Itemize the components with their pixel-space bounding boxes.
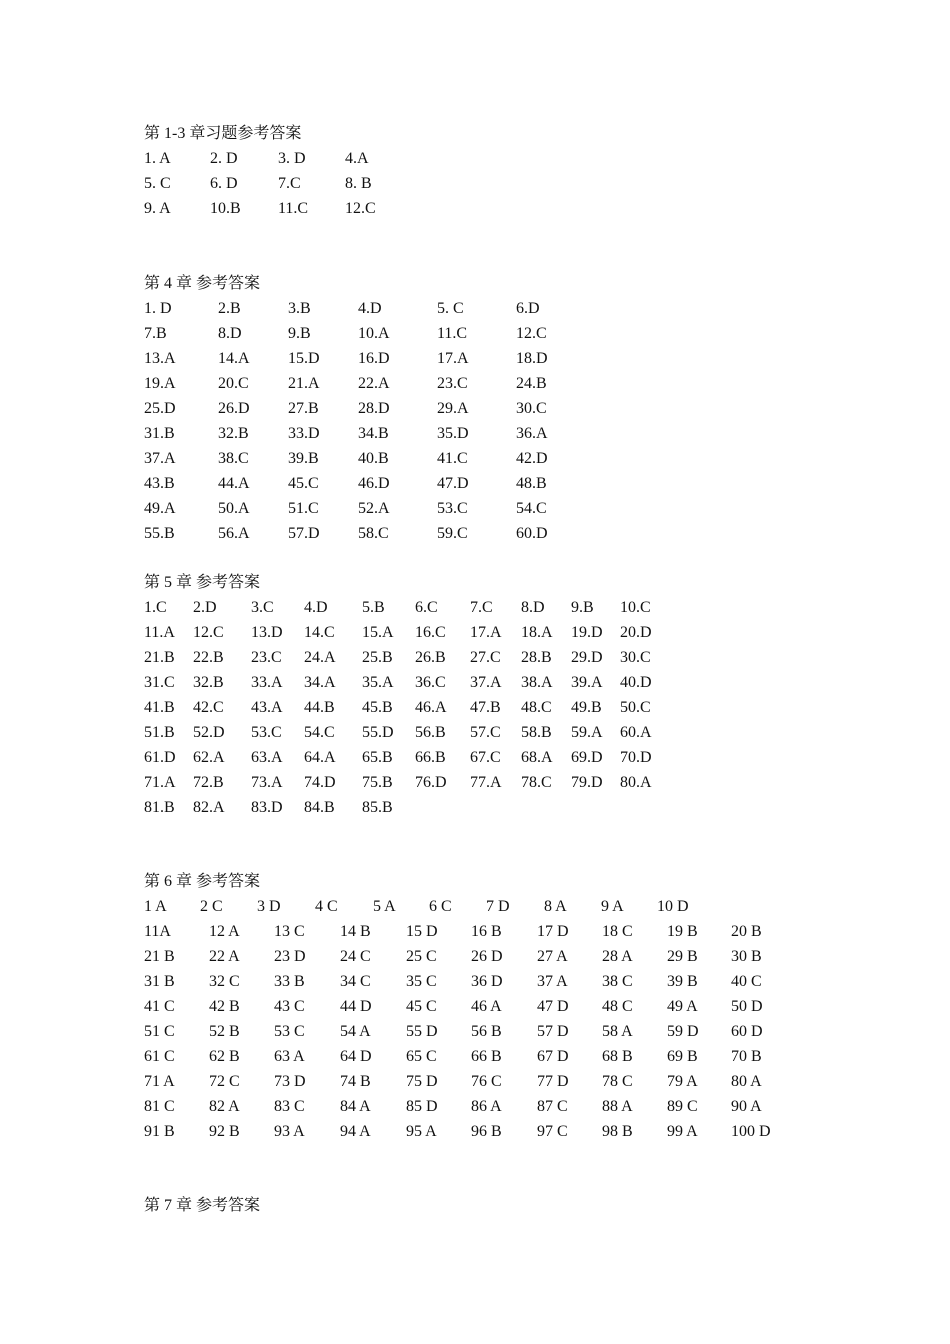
answer-cell: 39 B <box>667 973 698 990</box>
answer-cell: 29 B <box>667 948 698 965</box>
answer-cell: 44.B <box>304 699 335 716</box>
answer-cell: 68.A <box>521 749 553 766</box>
answer-cell: 53.C <box>251 724 282 741</box>
answer-cell: 69 B <box>667 1048 698 1065</box>
answer-cell: 10.B <box>210 200 241 217</box>
answer-cell: 52.D <box>193 724 225 741</box>
answer-cell: 10.C <box>620 599 651 616</box>
answer-cell: 28 A <box>602 948 633 965</box>
answer-cell: 56.A <box>218 525 250 542</box>
answer-cell: 24.A <box>304 649 336 666</box>
answer-cell: 32.B <box>193 674 224 691</box>
answer-cell: 36.A <box>516 425 548 442</box>
answer-cell: 13 C <box>274 923 305 940</box>
answer-cell: 64 D <box>340 1048 372 1065</box>
answer-cell: 22 A <box>209 948 240 965</box>
answer-cell: 65.B <box>362 749 393 766</box>
answer-cell: 23.C <box>251 649 282 666</box>
answer-cell: 22.A <box>358 375 390 392</box>
answer-cell: 6. D <box>210 175 238 192</box>
answer-cell: 15 D <box>406 923 438 940</box>
answer-cell: 93 A <box>274 1123 305 1140</box>
answer-cell: 2.B <box>218 300 241 317</box>
answer-cell: 57.C <box>470 724 501 741</box>
answer-cell: 9.B <box>288 325 311 342</box>
answer-cell: 55 D <box>406 1023 438 1040</box>
answer-cell: 74.D <box>304 774 336 791</box>
answer-cell: 60.A <box>620 724 652 741</box>
answer-cell: 82.A <box>193 799 225 816</box>
answer-cell: 34.B <box>358 425 389 442</box>
answer-cell: 11.C <box>278 200 309 217</box>
answer-cell: 17.A <box>437 350 469 367</box>
answer-cell: 78 C <box>602 1073 633 1090</box>
answer-cell: 49.B <box>571 699 602 716</box>
answer-cell: 30.C <box>620 649 651 666</box>
answer-cell: 35 C <box>406 973 437 990</box>
answer-cell: 13.A <box>144 350 176 367</box>
answer-cell: 42.C <box>193 699 224 716</box>
answer-cell: 29.D <box>571 649 603 666</box>
answer-cell: 27.B <box>288 400 319 417</box>
answer-cell: 1. D <box>144 300 172 317</box>
answer-cell: 55.B <box>144 525 175 542</box>
answer-cell: 53 C <box>274 1023 305 1040</box>
answer-cell: 46.A <box>415 699 447 716</box>
answer-cell: 66.B <box>415 749 446 766</box>
answer-cell: 53.C <box>437 500 468 517</box>
answer-cell: 76 C <box>471 1073 502 1090</box>
answer-cell: 3.B <box>288 300 311 317</box>
answer-cell: 40.D <box>620 674 652 691</box>
answer-cell: 5.B <box>362 599 385 616</box>
answer-cell: 18 C <box>602 923 633 940</box>
answer-cell: 47 D <box>537 998 569 1015</box>
answer-cell: 5 A <box>373 898 396 915</box>
answer-cell: 36 D <box>471 973 503 990</box>
answer-cell: 41.C <box>437 450 468 467</box>
answer-cell: 81 C <box>144 1098 175 1115</box>
answer-cell: 43.B <box>144 475 175 492</box>
answer-cell: 42.D <box>516 450 548 467</box>
answer-cell: 58 A <box>602 1023 633 1040</box>
answer-cell: 38.C <box>218 450 249 467</box>
answer-cell: 54 A <box>340 1023 371 1040</box>
answer-cell: 20.C <box>218 375 249 392</box>
answer-cell: 14.C <box>304 624 335 641</box>
answer-cell: 71.A <box>144 774 176 791</box>
answer-cell: 12 A <box>209 923 240 940</box>
answer-cell: 50.C <box>620 699 651 716</box>
answer-cell: 4 C <box>315 898 338 915</box>
answer-cell: 37.A <box>470 674 502 691</box>
answer-cell: 72.B <box>193 774 224 791</box>
answer-cell: 33.A <box>251 674 283 691</box>
answer-cell: 34 C <box>340 973 371 990</box>
answer-cell: 9 A <box>601 898 624 915</box>
answer-cell: 73 D <box>274 1073 306 1090</box>
answer-cell: 11.A <box>144 624 175 641</box>
answer-cell: 47.B <box>470 699 501 716</box>
answer-cell: 16.D <box>358 350 390 367</box>
answer-cell: 35.A <box>362 674 394 691</box>
answer-cell: 21.A <box>288 375 320 392</box>
answer-cell: 44 D <box>340 998 372 1015</box>
answer-cell: 67.C <box>470 749 501 766</box>
answer-cell: 58.B <box>521 724 552 741</box>
answer-cell: 23.C <box>437 375 468 392</box>
answer-cell: 99 A <box>667 1123 698 1140</box>
answer-cell: 9.B <box>571 599 594 616</box>
answer-cell: 64.A <box>304 749 336 766</box>
answer-cell: 85 D <box>406 1098 438 1115</box>
answer-cell: 26.D <box>218 400 250 417</box>
answer-cell: 86 A <box>471 1098 502 1115</box>
answer-cell: 10 D <box>657 898 689 915</box>
answer-cell: 16.C <box>415 624 446 641</box>
answer-cell: 36.C <box>415 674 446 691</box>
answer-cell: 19.A <box>144 375 176 392</box>
answer-cell: 84.B <box>304 799 335 816</box>
answer-cell: 41 C <box>144 998 175 1015</box>
answer-cell: 43 C <box>274 998 305 1015</box>
answer-cell: 27 A <box>537 948 568 965</box>
answer-cell: 91 B <box>144 1123 175 1140</box>
answer-cell: 6.D <box>516 300 540 317</box>
answer-cell: 47.D <box>437 475 469 492</box>
answer-cell: 67 D <box>537 1048 569 1065</box>
answer-cell: 52 B <box>209 1023 240 1040</box>
answer-cell: 32.B <box>218 425 249 442</box>
answer-cell: 31.C <box>144 674 175 691</box>
answer-cell: 90 A <box>731 1098 762 1115</box>
answer-cell: 19 B <box>667 923 698 940</box>
answer-cell: 54.C <box>516 500 547 517</box>
answer-cell: 24 C <box>340 948 371 965</box>
answer-cell: 51.B <box>144 724 175 741</box>
answer-cell: 46.D <box>358 475 390 492</box>
answer-cell: 15.D <box>288 350 320 367</box>
answer-cell: 7 D <box>486 898 510 915</box>
answer-cell: 45.C <box>288 475 319 492</box>
answer-cell: 59.C <box>437 525 468 542</box>
answer-cell: 48.B <box>516 475 547 492</box>
answer-cell: 2 C <box>200 898 223 915</box>
answer-cell: 69.D <box>571 749 603 766</box>
answer-cell: 56 B <box>471 1023 502 1040</box>
answer-cell: 73.A <box>251 774 283 791</box>
answer-cell: 30.C <box>516 400 547 417</box>
answer-cell: 79 A <box>667 1073 698 1090</box>
answer-cell: 18.A <box>521 624 553 641</box>
answer-cell: 61.D <box>144 749 176 766</box>
answer-cell: 63 A <box>274 1048 305 1065</box>
answer-cell: 49.A <box>144 500 176 517</box>
answer-cell: 14 B <box>340 923 371 940</box>
answer-cell: 50 D <box>731 998 763 1015</box>
answer-cell: 77 D <box>537 1073 569 1090</box>
answer-cell: 32 C <box>209 973 240 990</box>
answer-cell: 75.B <box>362 774 393 791</box>
answer-cell: 11A <box>144 923 171 940</box>
answer-cell: 59 D <box>667 1023 699 1040</box>
answer-cell: 96 B <box>471 1123 502 1140</box>
answer-cell: 6.C <box>415 599 438 616</box>
answer-cell: 62 B <box>209 1048 240 1065</box>
answer-cell: 87 C <box>537 1098 568 1115</box>
answer-cell: 83 C <box>274 1098 305 1115</box>
answer-cell: 45 C <box>406 998 437 1015</box>
section-heading: 第 1-3 章习题参考答案 <box>144 125 302 142</box>
answer-cell: 50.A <box>218 500 250 517</box>
answer-cell: 76.D <box>415 774 447 791</box>
section-heading: 第 4 章 参考答案 <box>144 275 261 292</box>
answer-cell: 40 C <box>731 973 762 990</box>
answer-cell: 39.B <box>288 450 319 467</box>
answer-cell: 41.B <box>144 699 175 716</box>
answer-cell: 77.A <box>470 774 502 791</box>
answer-cell: 5. C <box>144 175 171 192</box>
answer-cell: 3.C <box>251 599 274 616</box>
answer-cell: 12.C <box>193 624 224 641</box>
answer-cell: 51.C <box>288 500 319 517</box>
answer-cell: 51 C <box>144 1023 175 1040</box>
answer-cell: 21 B <box>144 948 175 965</box>
section-heading: 第 6 章 参考答案 <box>144 873 261 890</box>
answer-cell: 58.C <box>358 525 389 542</box>
answer-cell: 15.A <box>362 624 394 641</box>
answer-cell: 68 B <box>602 1048 633 1065</box>
answer-cell: 100 D <box>731 1123 771 1140</box>
answer-cell: 1 A <box>144 898 167 915</box>
answer-cell: 59.A <box>571 724 603 741</box>
answer-cell: 34.A <box>304 674 336 691</box>
answer-cell: 38.A <box>521 674 553 691</box>
answer-cell: 98 B <box>602 1123 633 1140</box>
answer-cell: 10.A <box>358 325 390 342</box>
answer-cell: 60 D <box>731 1023 763 1040</box>
answer-cell: 7.C <box>278 175 301 192</box>
answer-cell: 3 D <box>257 898 281 915</box>
answer-cell: 79.D <box>571 774 603 791</box>
answer-cell: 28.D <box>358 400 390 417</box>
answer-cell: 80.A <box>620 774 652 791</box>
answer-cell: 57.D <box>288 525 320 542</box>
answer-cell: 44.A <box>218 475 250 492</box>
answer-cell: 66 B <box>471 1048 502 1065</box>
answer-cell: 45.B <box>362 699 393 716</box>
answer-cell: 27.C <box>470 649 501 666</box>
answer-cell: 26 D <box>471 948 503 965</box>
answer-cell: 20 B <box>731 923 762 940</box>
answer-cell: 11.C <box>437 325 468 342</box>
answer-cell: 30 B <box>731 948 762 965</box>
answer-cell: 13.D <box>251 624 283 641</box>
answer-cell: 31.B <box>144 425 175 442</box>
answer-cell: 40.B <box>358 450 389 467</box>
answer-cell: 25.B <box>362 649 393 666</box>
answer-cell: 17.A <box>470 624 502 641</box>
answer-cell: 65 C <box>406 1048 437 1065</box>
answer-cell: 22.B <box>193 649 224 666</box>
answer-cell: 1. A <box>144 150 171 167</box>
answer-cell: 72 C <box>209 1073 240 1090</box>
answer-cell: 7.C <box>470 599 493 616</box>
answer-cell: 39.A <box>571 674 603 691</box>
answer-cell: 63.A <box>251 749 283 766</box>
answer-cell: 20.D <box>620 624 652 641</box>
answer-cell: 57 D <box>537 1023 569 1040</box>
answer-cell: 84 A <box>340 1098 371 1115</box>
answer-cell: 43.A <box>251 699 283 716</box>
answer-cell: 4.D <box>358 300 382 317</box>
answer-cell: 8. B <box>345 175 372 192</box>
answer-cell: 97 C <box>537 1123 568 1140</box>
answer-cell: 62.A <box>193 749 225 766</box>
answer-cell: 81.B <box>144 799 175 816</box>
answer-cell: 75 D <box>406 1073 438 1090</box>
answer-cell: 2. D <box>210 150 238 167</box>
answer-cell: 18.D <box>516 350 548 367</box>
answer-cell: 24.B <box>516 375 547 392</box>
answer-cell: 74 B <box>340 1073 371 1090</box>
answer-cell: 48.C <box>521 699 552 716</box>
answer-cell: 95 A <box>406 1123 437 1140</box>
answer-cell: 37.A <box>144 450 176 467</box>
answer-cell: 61 C <box>144 1048 175 1065</box>
answer-cell: 33 B <box>274 973 305 990</box>
answer-cell: 19.D <box>571 624 603 641</box>
answer-cell: 2.D <box>193 599 217 616</box>
answer-cell: 4.A <box>345 150 369 167</box>
answer-cell: 3. D <box>278 150 306 167</box>
answer-cell: 8.D <box>521 599 545 616</box>
answer-cell: 37 A <box>537 973 568 990</box>
answer-cell: 46 A <box>471 998 502 1015</box>
answer-cell: 26.B <box>415 649 446 666</box>
answer-cell: 8.D <box>218 325 242 342</box>
answer-cell: 56.B <box>415 724 446 741</box>
answer-cell: 52.A <box>358 500 390 517</box>
answer-cell: 8 A <box>544 898 567 915</box>
answer-cell: 48 C <box>602 998 633 1015</box>
answer-cell: 33.D <box>288 425 320 442</box>
answer-cell: 49 A <box>667 998 698 1015</box>
section-heading: 第 7 章 参考答案 <box>144 1197 261 1214</box>
answer-cell: 21.B <box>144 649 175 666</box>
answer-cell: 9. A <box>144 200 171 217</box>
answer-cell: 83.D <box>251 799 283 816</box>
answer-cell: 31 B <box>144 973 175 990</box>
answer-cell: 92 B <box>209 1123 240 1140</box>
answer-cell: 12.C <box>345 200 376 217</box>
answer-cell: 29.A <box>437 400 469 417</box>
answer-cell: 23 D <box>274 948 306 965</box>
answer-cell: 80 A <box>731 1073 762 1090</box>
answer-cell: 60.D <box>516 525 548 542</box>
answer-cell: 78.C <box>521 774 552 791</box>
answer-cell: 4.D <box>304 599 328 616</box>
answer-cell: 35.D <box>437 425 469 442</box>
answer-cell: 28.B <box>521 649 552 666</box>
answer-cell: 5. C <box>437 300 464 317</box>
answer-cell: 71 A <box>144 1073 175 1090</box>
answer-cell: 7.B <box>144 325 167 342</box>
answer-cell: 38 C <box>602 973 633 990</box>
answer-cell: 94 A <box>340 1123 371 1140</box>
answer-cell: 54.C <box>304 724 335 741</box>
answer-cell: 88 A <box>602 1098 633 1115</box>
answer-cell: 1.C <box>144 599 167 616</box>
answer-cell: 85.B <box>362 799 393 816</box>
answer-cell: 25.D <box>144 400 176 417</box>
answer-cell: 16 B <box>471 923 502 940</box>
answer-cell: 82 A <box>209 1098 240 1115</box>
answer-cell: 6 C <box>429 898 452 915</box>
answer-cell: 89 C <box>667 1098 698 1115</box>
answer-cell: 17 D <box>537 923 569 940</box>
section-heading: 第 5 章 参考答案 <box>144 574 261 591</box>
answer-cell: 12.C <box>516 325 547 342</box>
answer-cell: 70 B <box>731 1048 762 1065</box>
answer-cell: 42 B <box>209 998 240 1015</box>
answer-cell: 14.A <box>218 350 250 367</box>
answer-cell: 70.D <box>620 749 652 766</box>
answer-cell: 25 C <box>406 948 437 965</box>
answer-cell: 55.D <box>362 724 394 741</box>
